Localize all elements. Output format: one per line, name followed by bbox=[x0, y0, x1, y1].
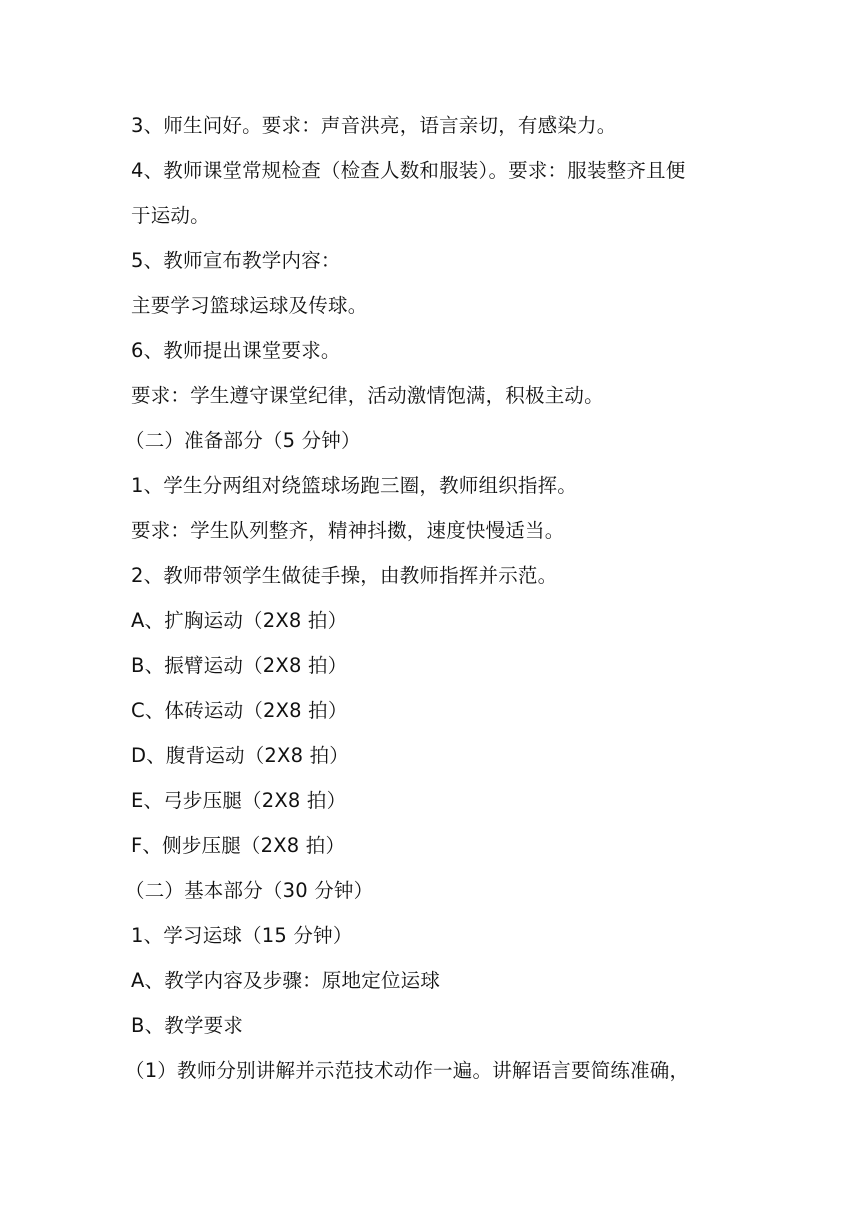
paragraph-requirements-detail: 要求：学生遵守课堂纪律，活动激情饱满，积极主动。 bbox=[131, 384, 604, 407]
paragraph-routine-check: 4、教师课堂常规检查（检查人数和服装）。要求：服装整齐且便 bbox=[131, 159, 686, 182]
paragraph-main-content: 主要学习篮球运球及传球。 bbox=[131, 294, 368, 317]
list-item-exercise-e: E、弓步压腿（2X8 拍） bbox=[131, 789, 347, 812]
paragraph-class-requirements: 6、教师提出课堂要求。 bbox=[131, 339, 341, 362]
paragraph-learn-dribbling: 1、学习运球（15 分钟） bbox=[131, 924, 353, 947]
paragraph-running-requirements: 要求：学生队列整齐，精神抖擞，速度快慢适当。 bbox=[131, 519, 565, 542]
paragraph-demonstration: （1）教师分别讲解并示范技术动作一遍。讲解语言要简练准确， bbox=[125, 1059, 690, 1082]
paragraph-greeting: 3、师生问好。要求：声音洪亮，语言亲切，有感染力。 bbox=[131, 114, 617, 137]
list-item-exercise-b: B、振臂运动（2X8 拍） bbox=[131, 654, 348, 677]
document-body bbox=[125, 103, 741, 1093]
paragraph-teaching-steps: A、教学内容及步骤：原地定位运球 bbox=[131, 969, 441, 992]
list-item-exercise-a: A、扩胸运动（2X8 拍） bbox=[131, 609, 348, 632]
paragraph-announce-content: 5、教师宣布教学内容： bbox=[131, 249, 341, 272]
list-item-exercise-f: F、侧步压腿（2X8 拍） bbox=[131, 834, 346, 857]
paragraph-running: 1、学生分两组对绕篮球场跑三圈，教师组织指挥。 bbox=[131, 474, 578, 497]
paragraph-freehand-exercise: 2、教师带领学生做徒手操，由教师指挥并示范。 bbox=[131, 564, 558, 587]
list-item-exercise-d: D、腹背运动（2X8 拍） bbox=[131, 744, 349, 767]
paragraph-teaching-requirements: B、教学要求 bbox=[131, 1014, 244, 1037]
section-heading-basic: （二）基本部分（30 分钟） bbox=[125, 879, 374, 902]
section-heading-preparation: （二）准备部分（5 分钟） bbox=[125, 429, 361, 452]
paragraph-routine-check-continued: 于运动。 bbox=[131, 204, 210, 227]
list-item-exercise-c: C、体砖运动（2X8 拍） bbox=[131, 699, 348, 722]
